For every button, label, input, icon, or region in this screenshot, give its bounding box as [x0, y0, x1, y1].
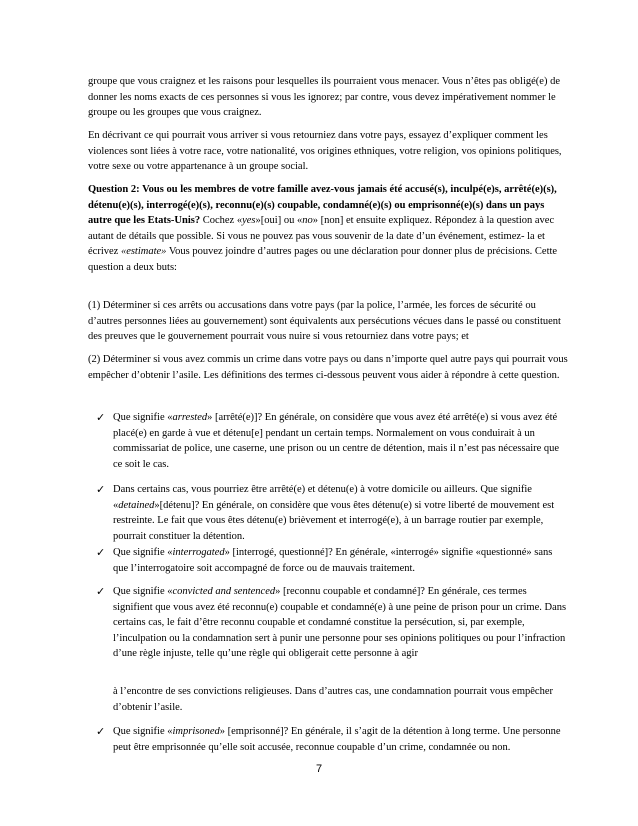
checkmark-icon: ✓	[96, 725, 106, 738]
checkmark-icon: ✓	[96, 546, 106, 559]
list-item-detained: ✓ Dans certains cas, vous pourriez être arrêté(e) et détenu(e) à votre domicile ou ailleurs. Que signifie «detained»[détenu]? En générale, on considère que vous êtes détenu(e) si votre liberté de mouvement est restreinte. Le fait que vous êtes détenu(e) brièvement et interrogé(e), à un barrage routier par exemple, pourrait constituer la détention.	[96, 483, 555, 542]
list-item-imprisoned: ✓ Que signifie «imprisoned» [emprisonné]? En générale, il s’agit de la détention à long terme. Une personne peut être emprisonnée qu’elle soit accusée, reconnue coupable d’un crime, condamnée ou non.	[96, 725, 561, 753]
checkmark-icon: ✓	[96, 483, 106, 496]
continuation-text: à l’encontre de ses convictions religieuses. Dans d’autres cas, une condamnation pourrait vous empêcher d’obtenir l’asile.	[113, 686, 553, 713]
list-item-convicted: ✓ Que signifie «convicted and sentenced» [reconnu coupable et condamné]? En générale, ces termes signifient que vous avez été reconnu(e) coupable et condamné(e) à une peine de prison pour un crime. Dans certains cas, le fait d’être reconnu coupable et condamné constitue la persécution, si, par exemple, l’inculpation ou la condamnation sert à punir une personne pour ses opinions politiques ou pour l’infraction d’une règle injuste, telle qu’une règle qui obligerait cette personne à agir	[96, 585, 567, 659]
paragraph-fear-group: groupe que vous craignez et les raisons pour lesquelles ils pourraient vous menacer. Vous n’êtes pas obligé(e) de donner les noms exacts de ces personnes si vous les ignorez; par contre, vous devez impérativement nommer le groupe ou les groupes que vous craignez.	[88, 76, 560, 118]
checkmark-icon: ✓	[96, 411, 106, 424]
list-item-arrested: ✓ Que signifie «arrested» [arrêté(e)]? En générale, on considère que vous avez été arrêté(e) si vous avez été placé(e) en garde à vue et détenu[e] pendant un certain temps. Normalement on vous conduirait à un commissariat de police, une caserne, une prison ou un centre de détention, mais il n’est pas nécessaire que ce soit le cas.	[96, 411, 560, 470]
paragraph-describe-violence: En décrivant ce qui pourrait vous arriver si vous retourniez dans votre pays, essayez d’expliquer comment les violences sont liées à votre race, votre nationalité, vos origines ethniques, votre religion, vos opinions politiques, votre sexe ou votre appartenance à un groupe social.	[88, 130, 562, 172]
purpose-2: (2) Déterminer si vous avez commis un crime dans votre pays ou dans n’importe quel autre pays qui pourrait vous empêcher d’obtenir l’asile. Les définitions des termes ci-dessous peuvent vous aider à répondre à cette question.	[88, 354, 568, 381]
checkmark-icon: ✓	[96, 585, 106, 598]
question-2-heading: Question 2: Vous ou les membres de votre famille avez-vous jamais été accusé(s), inculpé(e)s, arrêté(e)(s), détenu(e)(s), interrogé(e)(s), reconnu(e)(s) coupable, condamné(e)(s) ou emprisonné(e)(s) dans un pays autre que les Etats-Unis?	[88, 184, 557, 226]
purpose-1: (1) Déterminer si ces arrêts ou accusations dans votre pays (par la police, l’armée, les forces de sécurité ou d’autres personnes liées au gouvernement) sont équivalents aux persécutions vécues dans le passé ou constituent des preuves que le gouvernement pourrait vous nuire si vous retourniez dans votre pays; et	[88, 300, 561, 342]
question-2: Question 2: Vous ou les membres de votre famille avez-vous jamais été accusé(s), inculpé(e)s, arrêté(e)(s), détenu(e)(s), interrogé(e)(s), reconnu(e)(s) coupable, condamné(e)(s) ou emprisonné(e)(s) dans un pays autre que les Etats-Unis? Cochez «yes»[oui] ou «no» [non] et ensuite expliquez. Répondez à la question avec autant de détails que possible. Si vous ne pouvez pas vous souvenir de la date d’un événement, estimez- la et écrivez «estimate» Vous pouvez joindre d’autres pages ou une déclaration pour donner plus de précisions. Cette question a deux buts:	[88, 184, 558, 273]
page-number: 7	[315, 763, 323, 775]
list-item-interrogated: ✓ Que signifie «interrogated» [interrogé, questionné]? En générale, «interrogé» signifie «questionné» sans que l’interrogatoire soit accompagné de force ou de mauvais traitement.	[96, 546, 553, 574]
